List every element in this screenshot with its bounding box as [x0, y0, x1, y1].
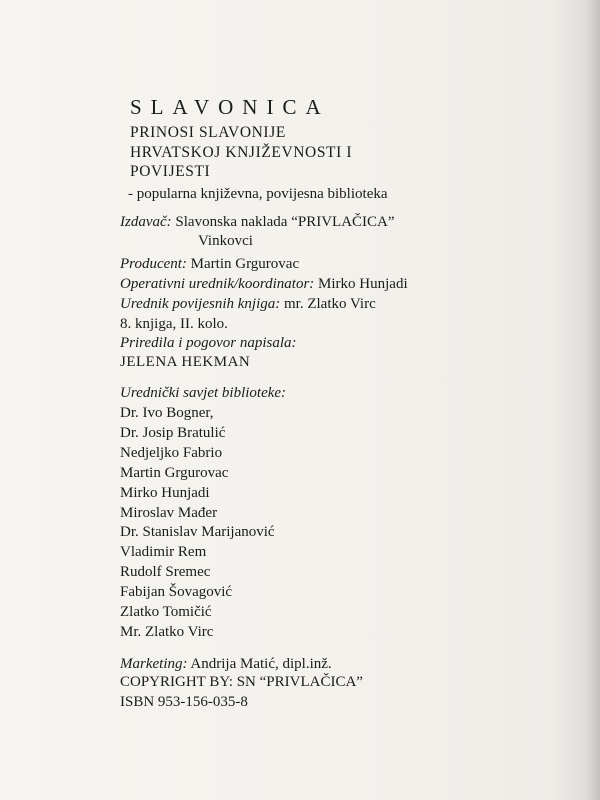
publisher-label: Izdavač: [120, 214, 172, 230]
series-title: SLAVONICA [130, 95, 330, 119]
isbn-line: ISBN 953-156-035-8 [120, 694, 248, 710]
operative-editor-line [120, 275, 408, 293]
marketing-line [120, 655, 332, 673]
publisher-line [120, 213, 395, 231]
publisher-name: Slavonska naklada “PRIVLAČICA” [175, 214, 395, 230]
board-member: Nedjeljko Fabrio [120, 445, 223, 461]
producer-line [120, 255, 299, 273]
page-edge-shadow [586, 0, 600, 800]
history-editor-value: mr. Zlatko Virc [284, 296, 376, 312]
publisher-city: Vinkovci [198, 233, 253, 249]
subtitle-line-2: HRVATSKOJ KNJIŽEVNOSTI I [130, 144, 353, 161]
operative-editor-label: Operativni urednik/koordinator: [120, 276, 315, 292]
subtitle-line-3: POVIJESTI [130, 163, 211, 180]
board-member: Zlatko Tomičić [120, 604, 212, 620]
editorial-board-label: Urednički savjet biblioteke: [120, 385, 287, 401]
board-member: Martin Grgurovac [120, 465, 229, 481]
book-number: 8. knjiga, II. kolo. [120, 316, 228, 332]
producer-label: Producent: [120, 256, 187, 272]
board-member: Mr. Zlatko Virc [120, 624, 214, 640]
subtitle-line-1: PRINOSI SLAVONIJE [130, 124, 286, 141]
prepared-by-value: JELENA HEKMAN [120, 354, 251, 370]
board-member: Fabijan Šovagović [120, 584, 233, 600]
prepared-by-label: Priredila i pogovor napisala: [120, 335, 297, 351]
series-description: - popularna književna, povijesna biblioteka [128, 186, 388, 202]
operative-editor-value: Mirko Hunjadi [318, 276, 408, 292]
board-member: Dr. Josip Bratulić [120, 425, 226, 441]
board-member: Rudolf Sremec [120, 564, 211, 580]
copyright-line: COPYRIGHT BY: SN “PRIVLAČICA” [120, 674, 363, 690]
marketing-value: Andrija Matić, dipl.inž. [190, 656, 332, 672]
board-member: Mirko Hunjadi [120, 485, 210, 501]
history-editor-label: Urednik povijesnih knjiga: [120, 296, 281, 312]
producer-value: Martin Grgurovac [190, 256, 300, 272]
history-editor-line [120, 295, 376, 313]
board-member: Dr. Stanislav Marijanović [120, 524, 275, 540]
marketing-label: Marketing: [120, 656, 188, 672]
board-member: Dr. Ivo Bogner, [120, 405, 214, 421]
board-member: Vladimir Rem [120, 544, 207, 560]
board-member: Miroslav Mađer [120, 505, 218, 521]
